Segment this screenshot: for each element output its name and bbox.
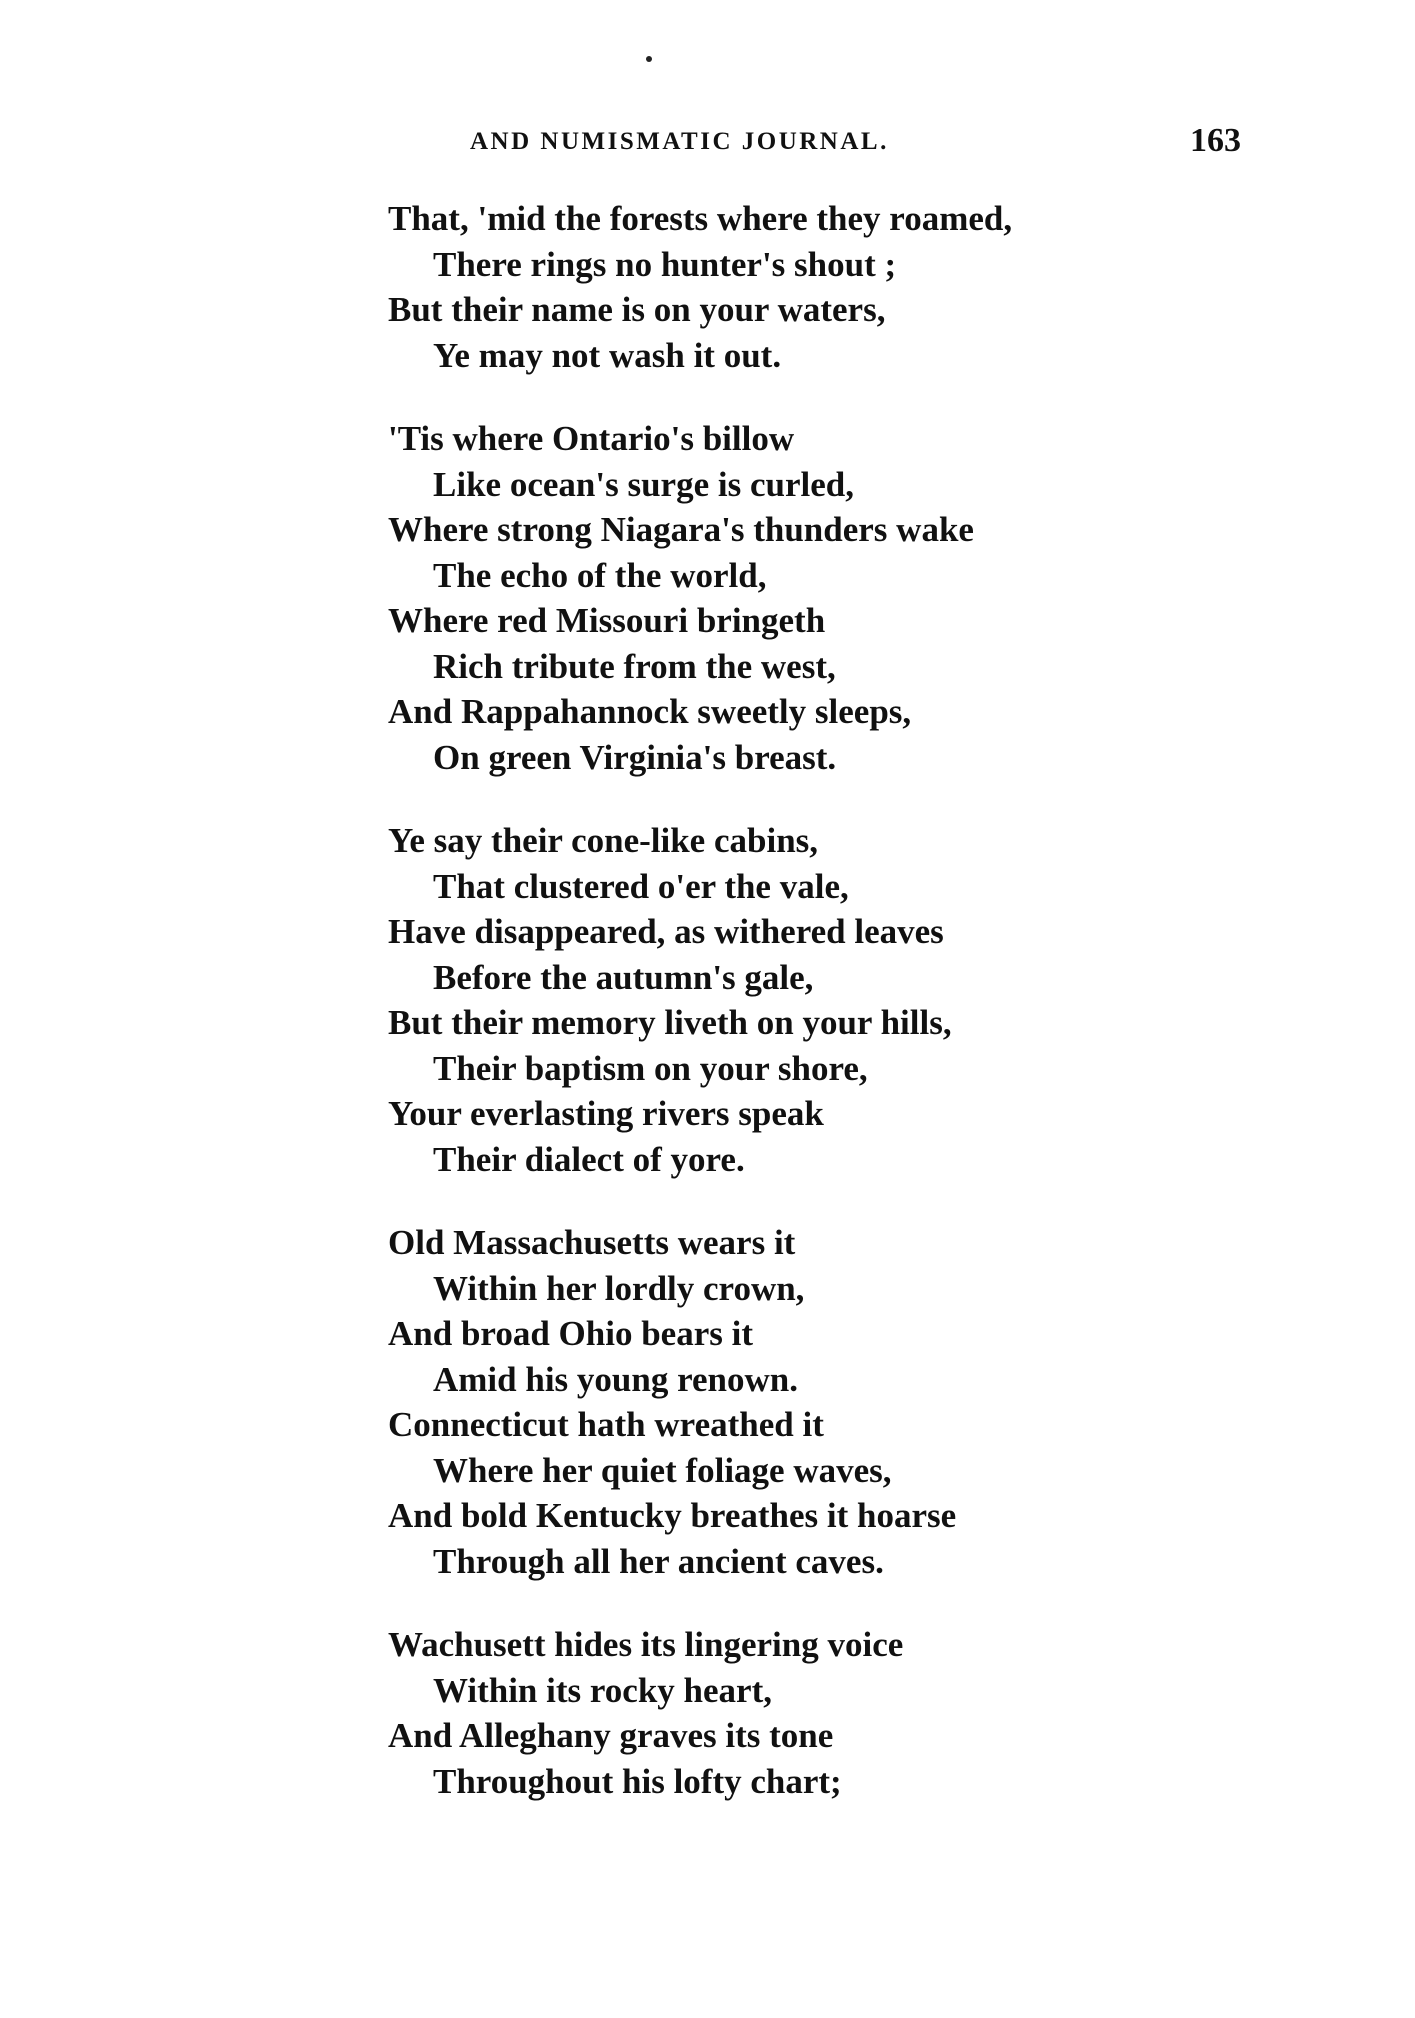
poem-line: Rich tribute from the west, [433,646,836,686]
stanza [388,1622,1228,1804]
poem-line: That clustered o'er the vale, [433,866,849,906]
poem-line: And broad Ohio bears it [388,1314,753,1353]
poem-line: Have disappeared, as withered leaves [388,912,944,951]
poem-line: Your everlasting rivers speak [388,1094,824,1133]
poem-line: Through all her ancient caves. [433,1541,884,1581]
page-header [0,122,1415,168]
poem-line: 'Tis where Ontario's billow [388,419,795,458]
page-number: 163 [1190,122,1241,159]
stanza [388,1220,1228,1584]
running-head: AND NUMISMATIC JOURNAL. [470,128,889,155]
poem-line: Like ocean's surge is curled, [433,464,854,504]
poem-line: Where her quiet foliage waves, [433,1450,892,1490]
print-speck [646,56,652,62]
poem-line: Within her lordly crown, [433,1268,805,1308]
poem-line: But their name is on your waters, [388,290,886,329]
poem-line: Their dialect of yore. [433,1139,745,1179]
poem-line: Old Massachusetts wears it [388,1223,796,1262]
poem-line: And bold Kentucky breathes it hoarse [388,1496,957,1535]
poem-line: Within its rocky heart, [433,1670,772,1710]
poem-line: Before the autumn's gale, [433,957,814,997]
poem-line: On green Virginia's breast. [433,737,837,777]
poem-line: Ye may not wash it out. [433,335,782,375]
poem-line: And Rappahannock sweetly sleeps, [388,692,912,731]
poem-body [388,196,1228,1842]
poem-line: Amid his young renown. [433,1359,799,1399]
poem-line: Connecticut hath wreathed it [388,1405,824,1444]
stanza [388,818,1228,1182]
poem-line: Ye say their cone-like cabins, [388,821,819,860]
poem-line: But their memory liveth on your hills, [388,1003,952,1042]
poem-line: Wachusett hides its lingering voice [388,1625,904,1664]
stanza [388,416,1228,780]
poem-line: Their baptism on your shore, [433,1048,868,1088]
poem-line: The echo of the world, [433,555,767,595]
poem-line: Where strong Niagara's thunders wake [388,510,974,549]
poem-line: And Alleghany graves its tone [388,1716,834,1755]
poem-line: There rings no hunter's shout ; [433,244,897,284]
poem-line: Throughout his lofty chart; [433,1761,842,1801]
stanza [388,196,1228,378]
poem-line: Where red Missouri bringeth [388,601,826,640]
poem-line: That, 'mid the forests where they roamed, [388,199,1013,238]
